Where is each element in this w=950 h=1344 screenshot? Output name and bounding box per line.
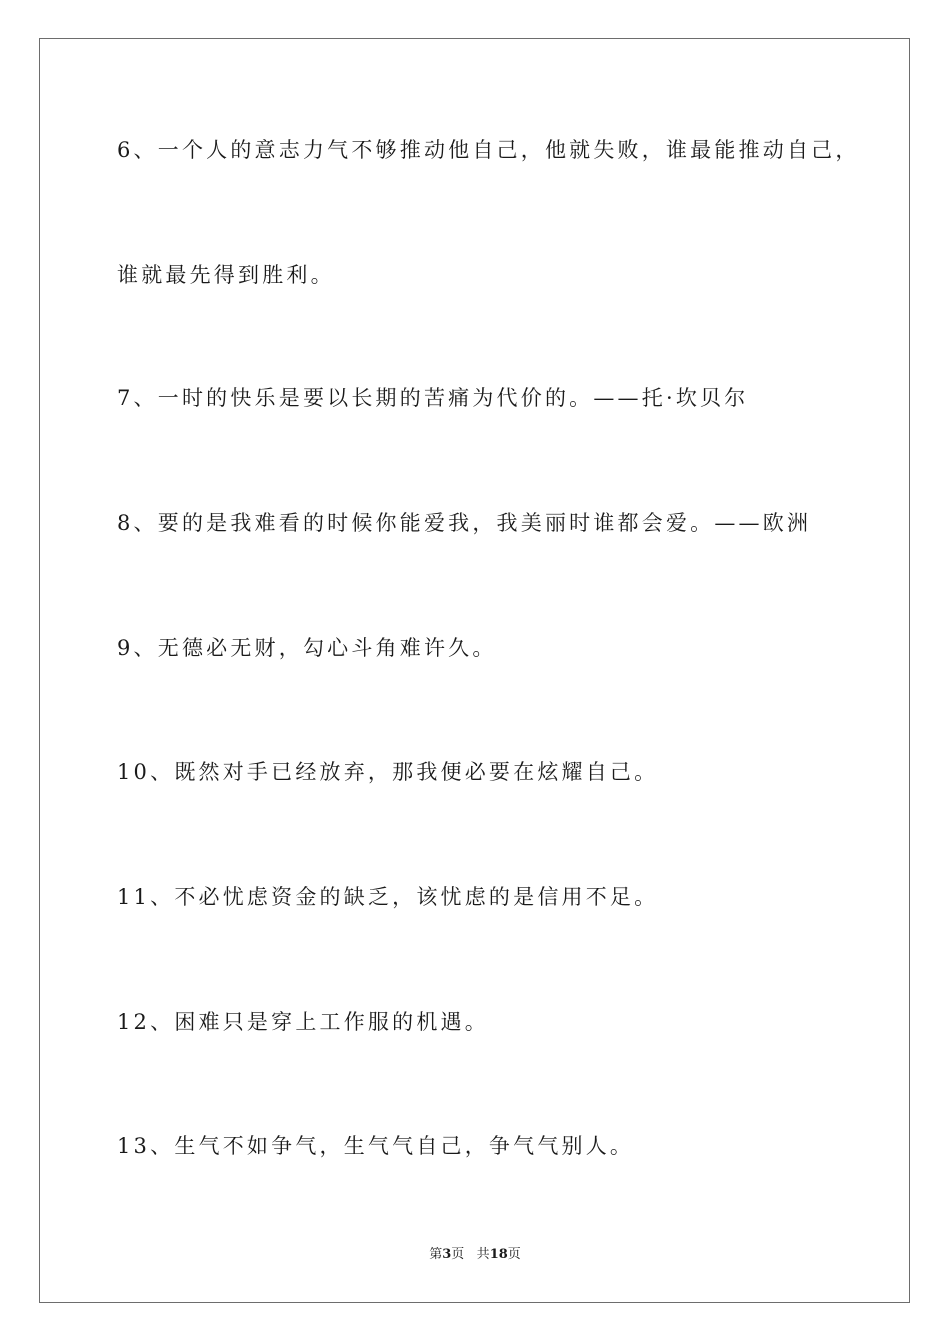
page-number: 3 [442, 1247, 452, 1262]
text-line-3: 7、一时的快乐是要以长期的苦痛为代价的。——托·坎贝尔 [117, 386, 749, 410]
text-line-8: 12、困难只是穿上工作服的机遇。 [117, 1010, 489, 1034]
text-line-2: 谁就最先得到胜利。 [117, 263, 335, 287]
page-frame [39, 38, 910, 1303]
page-suffix: 页 [451, 1247, 465, 1262]
text-line-7: 11、不必忧虑资金的缺乏，该忧虑的是信用不足。 [117, 885, 659, 909]
text-line-6: 10、既然对手已经放弃，那我便必要在炫耀自己。 [117, 760, 659, 784]
text-line-1: 6、一个人的意志力气不够推动他自己，他就失败，谁最能推动自己， [117, 138, 860, 162]
text-line-5: 9、无德必无财，勾心斗角难许久。 [117, 636, 497, 660]
text-line-4: 8、要的是我难看的时候你能爱我，我美丽时谁都会爱。——欧洲 [117, 511, 812, 535]
page-prefix: 第 [429, 1247, 443, 1262]
page-footer [0, 1246, 950, 1264]
total-prefix: 共 [476, 1247, 490, 1262]
total-suffix: 页 [507, 1247, 521, 1262]
total-pages: 18 [489, 1247, 508, 1262]
text-line-9: 13、生气不如争气，生气气自己，争气气别人。 [117, 1134, 635, 1158]
